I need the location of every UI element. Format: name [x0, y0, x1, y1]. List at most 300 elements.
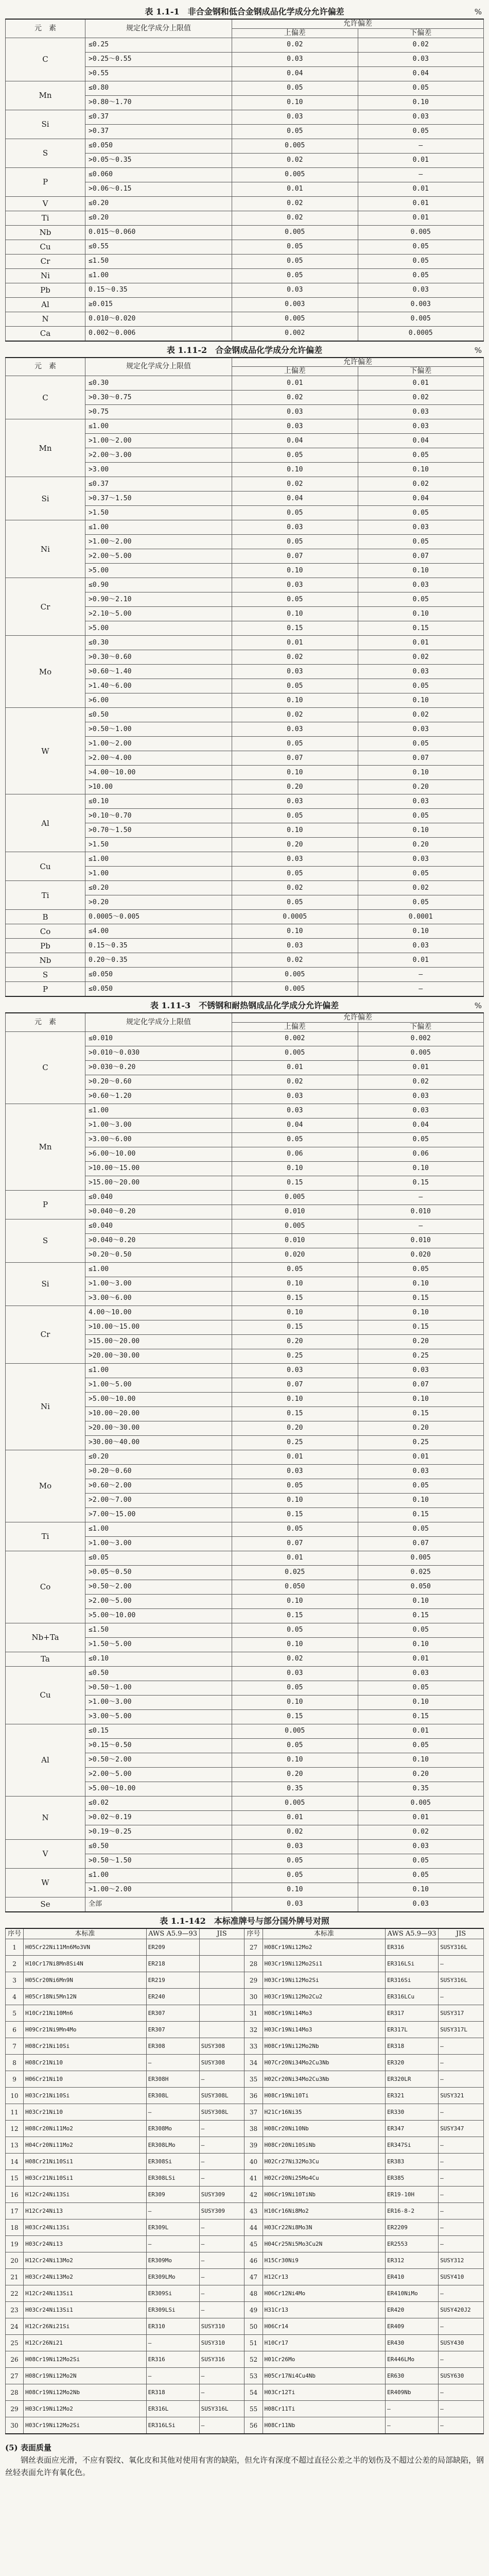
- upper-deviation-cell: 0.10: [232, 1695, 358, 1709]
- element-cell: Al: [6, 794, 85, 852]
- range-cell: >0.30～0.75: [85, 391, 232, 405]
- range-cell: >1.50: [85, 506, 232, 520]
- element-cell: S: [6, 139, 85, 167]
- lower-deviation-cell: 0.03: [358, 1089, 484, 1104]
- upper-deviation-cell: 0.25: [232, 1349, 358, 1363]
- jis-cell: SUSY316L: [439, 1972, 484, 1989]
- jis-cell: —: [439, 2154, 484, 2170]
- grade-cell: H08Cr21Ni10Si: [24, 2038, 147, 2055]
- aws-cell: ER385: [386, 2170, 439, 2187]
- lower-deviation-cell: 0.05: [358, 1854, 484, 1868]
- element-cell: N: [6, 312, 85, 326]
- aws-cell: ER2209: [386, 2219, 439, 2236]
- range-cell: ≤1.00: [85, 852, 232, 867]
- no-cell: 30: [244, 1989, 263, 2005]
- upper-deviation-cell: 0.01: [232, 182, 358, 196]
- jis-cell: SUSY312: [439, 2252, 484, 2269]
- element-cell: Pb: [6, 939, 85, 953]
- grade-cell: H08Cr19Ni10Ti: [263, 2088, 386, 2104]
- range-cell: >2.00～4.00: [85, 751, 232, 766]
- aws-cell: —: [146, 2335, 199, 2351]
- upper-deviation-cell: 0.05: [232, 1681, 358, 1695]
- table-row: [6, 708, 484, 722]
- aws-cell: ER308H: [146, 2071, 199, 2088]
- upper-deviation-cell: 0.10: [232, 1306, 358, 1320]
- range-cell: >1.00～5.00: [85, 1378, 232, 1392]
- table-row: [6, 1939, 484, 1956]
- jis-cell: —: [439, 1956, 484, 1972]
- jis-cell: SUSY308L: [199, 2104, 244, 2121]
- lower-deviation-cell: 0.20: [358, 780, 484, 794]
- upper-deviation-cell: 0.10: [232, 693, 358, 708]
- lower-deviation-cell: 0.05: [358, 737, 484, 751]
- no-cell: 53: [244, 2368, 263, 2384]
- upper-deviation-cell: 0.10: [232, 924, 358, 939]
- lower-deviation-cell: 0.10: [358, 766, 484, 780]
- lower-deviation-cell: 0.10: [358, 1161, 484, 1176]
- upper-deviation-cell: 0.20: [232, 1421, 358, 1435]
- range-cell: >4.00～10.00: [85, 766, 232, 780]
- aws-cell: ER309LMo: [146, 2269, 199, 2285]
- aws-cell: —: [146, 2368, 199, 2384]
- no-cell: 35: [244, 2071, 263, 2088]
- aws-cell: ER240: [146, 1989, 199, 2005]
- upper-deviation-cell: 0.10: [232, 1753, 358, 1767]
- no-cell: 8: [6, 2055, 24, 2071]
- no-cell: 12: [6, 2121, 24, 2137]
- lower-deviation-cell: 0.04: [358, 492, 484, 506]
- range-cell: >2.00～5.00: [85, 1594, 232, 1608]
- range-cell: >7.00～15.00: [85, 1507, 232, 1522]
- jis-cell: SUSY420J2: [439, 2302, 484, 2318]
- upper-deviation-cell: 0.02: [232, 953, 358, 968]
- range-cell: >3.00～6.00: [85, 1291, 232, 1306]
- table-row: [6, 2417, 484, 2434]
- grade-cell: H03Cr21Ni10Si: [24, 2088, 147, 2104]
- table-row: [6, 953, 484, 968]
- table-row: [6, 2005, 484, 2022]
- grade-cell: H12Cr24Ni13Si: [24, 2187, 147, 2203]
- grade-cell: H03Cr12Ti: [263, 2384, 386, 2401]
- range-cell: >1.00: [85, 867, 232, 881]
- upper-deviation-cell: 0.02: [232, 650, 358, 665]
- element-cell: S: [6, 968, 85, 982]
- range-cell: ≤1.00: [85, 520, 232, 535]
- range-cell: ≤0.20: [85, 1450, 232, 1464]
- lower-deviation-cell: —: [358, 1219, 484, 1233]
- lower-deviation-cell: 0.05: [358, 535, 484, 549]
- lower-deviation-cell: 0.15: [358, 1320, 484, 1334]
- section-body: 钢丝表面应光滑，不应有裂纹、氧化皮和其他对使用有害的缺陷，但允许有深度不超过直径公差之半的划伤及不超过公差的局部缺陷，钢丝轻表面允许有氧化色。: [5, 2455, 484, 2478]
- element-cell: Se: [6, 1897, 85, 1912]
- lower-deviation-cell: 0.05: [358, 254, 484, 268]
- upper-deviation-cell: 0.10: [232, 1883, 358, 1897]
- range-cell: >2.10～5.00: [85, 607, 232, 621]
- element-cell: Ta: [6, 1652, 85, 1666]
- grade-cell: H01Cr26Mo: [263, 2351, 386, 2368]
- range-cell: >0.60～1.40: [85, 665, 232, 679]
- table-row: [6, 2137, 484, 2154]
- table-1-unit: %: [474, 7, 482, 16]
- lower-deviation-cell: 0.03: [358, 1363, 484, 1378]
- lower-deviation-cell: 0.005: [358, 1796, 484, 1810]
- aws-cell: ER308LSi: [146, 2170, 199, 2187]
- jis-cell: —: [439, 2203, 484, 2219]
- upper-deviation-cell: 0.02: [232, 708, 358, 722]
- jis-cell: [199, 2022, 244, 2038]
- aws-cell: ER307: [146, 2005, 199, 2022]
- aws-cell: ER309Si: [146, 2285, 199, 2302]
- jis-cell: SUSY410: [439, 2269, 484, 2285]
- table-row: [6, 1219, 484, 1233]
- grade-cell: H05Cr22Ni11Mn6Mo3VN: [24, 1939, 147, 1956]
- upper-deviation-cell: 0.05: [232, 895, 358, 910]
- lower-deviation-cell: 0.01: [358, 196, 484, 211]
- lower-deviation-cell: 0.010: [358, 1205, 484, 1219]
- range-cell: 0.0005～0.005: [85, 910, 232, 924]
- jis-cell: —: [199, 2269, 244, 2285]
- upper-deviation-cell: 0.010: [232, 1233, 358, 1248]
- no-cell: 16: [6, 2187, 24, 2203]
- lower-deviation-cell: 0.05: [358, 1623, 484, 1637]
- element-cell: N: [6, 1796, 85, 1839]
- upper-deviation-cell: 0.05: [232, 240, 358, 254]
- grade-cell: H05Cr18Ni5Mn12N: [24, 1989, 147, 2005]
- jis-cell: —: [199, 2071, 244, 2088]
- no-cell: 46: [244, 2252, 263, 2269]
- table-1-title-text: 表 1.1-1 非合金钢和低合金钢成品化学成分允许偏差: [145, 7, 344, 16]
- range-cell: >0.80～1.70: [85, 95, 232, 110]
- lower-deviation-cell: 0.0001: [358, 910, 484, 924]
- jis-cell: —: [199, 2170, 244, 2187]
- element-cell: Nb: [6, 225, 85, 240]
- lower-deviation-cell: 0.07: [358, 549, 484, 564]
- aws-cell: ER430: [386, 2335, 439, 2351]
- table-row: [6, 2335, 484, 2351]
- upper-deviation-cell: 0.10: [232, 823, 358, 838]
- table-row: [6, 2219, 484, 2236]
- table-row: [6, 268, 484, 283]
- range-cell: 0.20～0.35: [85, 953, 232, 968]
- upper-deviation-cell: 0.03: [232, 1089, 358, 1104]
- aws-cell: ER219: [146, 1972, 199, 1989]
- upper-deviation-cell: 0.02: [232, 153, 358, 167]
- grade-cell: H06Cr14: [263, 2318, 386, 2335]
- column-header-upper: 上偏差: [232, 28, 358, 38]
- lower-deviation-cell: 0.05: [358, 1738, 484, 1753]
- no-cell: 18: [6, 2219, 24, 2236]
- grade-cell: H07Cr20Ni34Mo2Cu3Nb: [263, 2055, 386, 2071]
- jis-cell: —: [439, 2351, 484, 2368]
- table-row: [6, 196, 484, 211]
- grade-cell: H09Cr21Ni9Mn4Mo: [24, 2022, 147, 2038]
- upper-deviation-cell: 0.003: [232, 297, 358, 312]
- jis-cell: —: [439, 2038, 484, 2055]
- lower-deviation-cell: 0.02: [358, 38, 484, 52]
- range-cell: ≤0.10: [85, 1652, 232, 1666]
- aws-cell: ER310: [146, 2318, 199, 2335]
- grade-cell: H08Cr20Ni10SiNb: [263, 2137, 386, 2154]
- lower-deviation-cell: 0.03: [358, 110, 484, 124]
- lower-deviation-cell: —: [358, 982, 484, 997]
- range-cell: >0.030～0.20: [85, 1060, 232, 1075]
- table-row: [6, 2055, 484, 2071]
- range-cell: >0.25～0.55: [85, 52, 232, 66]
- upper-deviation-cell: 0.05: [232, 448, 358, 463]
- no-cell: 45: [244, 2236, 263, 2252]
- grade-cell: H03Cr19Ni12Mo2: [24, 2401, 147, 2417]
- lower-deviation-cell: 0.10: [358, 1277, 484, 1291]
- jis-cell: SUSY308: [199, 2055, 244, 2071]
- upper-deviation-cell: 0.03: [232, 1839, 358, 1854]
- column-header-range: 规定化学成分上限值: [85, 1013, 232, 1031]
- range-cell: >0.20～0.60: [85, 1464, 232, 1479]
- lower-deviation-cell: 0.10: [358, 1883, 484, 1897]
- column-header-jis: JIS: [199, 1928, 244, 1939]
- range-cell: ≤1.00: [85, 1262, 232, 1277]
- lower-deviation-cell: —: [358, 139, 484, 153]
- table-row: [6, 924, 484, 939]
- table-row: [6, 2154, 484, 2170]
- upper-deviation-cell: 0.05: [232, 1132, 358, 1147]
- upper-deviation-cell: 0.07: [232, 751, 358, 766]
- grade-cell: H02Cr20Ni25Mo4Cu: [263, 2170, 386, 2187]
- column-header-lower: 下偏差: [358, 367, 484, 376]
- no-cell: 39: [244, 2137, 263, 2154]
- upper-deviation-cell: 0.10: [232, 1392, 358, 1406]
- aws-cell: ER2553: [386, 2236, 439, 2252]
- column-header-jis: JIS: [439, 1928, 484, 1939]
- no-cell: 34: [244, 2055, 263, 2071]
- grade-cell: H31Cr13: [263, 2302, 386, 2318]
- aws-cell: ER309: [146, 2187, 199, 2203]
- no-cell: 3: [6, 1972, 24, 1989]
- range-cell: ≤1.00: [85, 268, 232, 283]
- table-row: [6, 1262, 484, 1277]
- no-cell: 1: [6, 1939, 24, 1956]
- column-header-element: 元 素: [6, 19, 85, 38]
- table-row: [6, 982, 484, 997]
- range-cell: >20.00～30.00: [85, 1349, 232, 1363]
- aws-cell: ER446LMo: [386, 2351, 439, 2368]
- table-1: [5, 19, 484, 342]
- element-cell: Cr: [6, 578, 85, 636]
- lower-deviation-cell: 0.03: [358, 852, 484, 867]
- no-cell: 27: [244, 1939, 263, 1956]
- range-cell: ≤0.05: [85, 1551, 232, 1565]
- upper-deviation-cell: 0.002: [232, 1031, 358, 1046]
- range-cell: >0.20～0.60: [85, 1075, 232, 1089]
- range-cell: >0.50～1.50: [85, 1854, 232, 1868]
- aws-cell: ER309L: [146, 2219, 199, 2236]
- table-1-title: [5, 6, 484, 18]
- jis-cell: SUSY308: [199, 2038, 244, 2055]
- aws-cell: ER317L: [386, 2022, 439, 2038]
- lower-deviation-cell: 0.01: [358, 1724, 484, 1738]
- table-2-unit: %: [474, 345, 482, 355]
- aws-cell: ER218: [146, 1956, 199, 1972]
- range-cell: >0.040～0.20: [85, 1205, 232, 1219]
- no-cell: 38: [244, 2121, 263, 2137]
- upper-deviation-cell: 0.02: [232, 391, 358, 405]
- jis-cell: —: [439, 2219, 484, 2236]
- upper-deviation-cell: 0.05: [232, 254, 358, 268]
- upper-deviation-cell: 0.10: [232, 607, 358, 621]
- lower-deviation-cell: 0.01: [358, 376, 484, 391]
- range-cell: >2.00～5.00: [85, 1767, 232, 1782]
- lower-deviation-cell: 0.005: [358, 312, 484, 326]
- element-cell: Ca: [6, 326, 85, 341]
- range-cell: ≤0.20: [85, 196, 232, 211]
- jis-cell: —: [439, 2236, 484, 2252]
- element-cell: B: [6, 910, 85, 924]
- aws-cell: —: [386, 2417, 439, 2434]
- upper-deviation-cell: 0.03: [232, 110, 358, 124]
- element-cell: Co: [6, 1551, 85, 1623]
- element-cell: Cr: [6, 1306, 85, 1363]
- range-cell: ≤0.02: [85, 1796, 232, 1810]
- grade-cell: H06Cr12Ni4Mo: [263, 2285, 386, 2302]
- jis-cell: —: [199, 2154, 244, 2170]
- range-cell: >0.50～2.00: [85, 1580, 232, 1594]
- lower-deviation-cell: 0.10: [358, 823, 484, 838]
- table-row: [6, 1306, 484, 1320]
- element-cell: Ni: [6, 520, 85, 578]
- lower-deviation-cell: 0.01: [358, 1450, 484, 1464]
- upper-deviation-cell: 0.01: [232, 1810, 358, 1825]
- table-row: [6, 2121, 484, 2137]
- table-row: [6, 2187, 484, 2203]
- jis-cell: SUSY630: [439, 2368, 484, 2384]
- aws-cell: ER409: [386, 2318, 439, 2335]
- column-header-grade: 本标准: [24, 1928, 147, 1939]
- lower-deviation-cell: 0.10: [358, 924, 484, 939]
- upper-deviation-cell: 0.25: [232, 1435, 358, 1450]
- grade-cell: H08Cr19Ni12Mo2Si: [24, 2351, 147, 2368]
- lower-deviation-cell: 0.02: [358, 391, 484, 405]
- no-cell: 15: [6, 2170, 24, 2187]
- lower-deviation-cell: 0.20: [358, 1334, 484, 1349]
- jis-cell: —: [439, 2401, 484, 2417]
- upper-deviation-cell: 0.15: [232, 1406, 358, 1421]
- lower-deviation-cell: 0.10: [358, 1306, 484, 1320]
- table-row: [6, 1989, 484, 2005]
- grade-cell: H08Cr11Ti: [263, 2401, 386, 2417]
- lower-deviation-cell: 0.02: [358, 650, 484, 665]
- table-row: [6, 636, 484, 650]
- lower-deviation-cell: 0.03: [358, 1104, 484, 1118]
- no-cell: 22: [6, 2285, 24, 2302]
- column-header-aws: AWS A5.9—93: [146, 1928, 199, 1939]
- lower-deviation-cell: 0.02: [358, 881, 484, 895]
- element-cell: V: [6, 1839, 85, 1868]
- table-row: [6, 2401, 484, 2417]
- aws-cell: ER309Mo: [146, 2252, 199, 2269]
- lower-deviation-cell: 0.10: [358, 564, 484, 578]
- column-header-upper: 上偏差: [232, 1022, 358, 1031]
- lower-deviation-cell: 0.07: [358, 1378, 484, 1392]
- upper-deviation-cell: 0.05: [232, 1522, 358, 1536]
- jis-cell: [199, 1939, 244, 1956]
- lower-deviation-cell: 0.002: [358, 1031, 484, 1046]
- range-cell: >0.90～2.10: [85, 592, 232, 607]
- range-cell: >15.00～20.00: [85, 1334, 232, 1349]
- lower-deviation-cell: 0.20: [358, 1767, 484, 1782]
- grade-cell: H08Cr11Nb: [263, 2417, 386, 2434]
- upper-deviation-cell: 0.005: [232, 312, 358, 326]
- aws-cell: ER420: [386, 2302, 439, 2318]
- lower-deviation-cell: 0.03: [358, 1897, 484, 1912]
- table-row: [6, 38, 484, 52]
- upper-deviation-cell: 0.02: [232, 211, 358, 225]
- table-3-unit: %: [474, 1001, 482, 1011]
- grade-cell: H10Cr16Ni8Mo2: [263, 2203, 386, 2219]
- table-row: [6, 2302, 484, 2318]
- lower-deviation-cell: 0.005: [358, 1046, 484, 1060]
- grade-cell: H03Cr24Ni13Mo2: [24, 2269, 147, 2285]
- lower-deviation-cell: 0.03: [358, 419, 484, 434]
- range-cell: >1.00～3.00: [85, 1536, 232, 1551]
- element-cell: Nb+Ta: [6, 1623, 85, 1652]
- lower-deviation-cell: 0.10: [358, 1695, 484, 1709]
- upper-deviation-cell: 0.07: [232, 1536, 358, 1551]
- grade-cell: H02Cr20Ni34Mo2Cu3Nb: [263, 2071, 386, 2088]
- range-cell: >1.00～2.00: [85, 737, 232, 751]
- jis-cell: SUSY309: [199, 2203, 244, 2219]
- table-row: [6, 167, 484, 182]
- element-cell: Ti: [6, 881, 85, 910]
- table-row: [6, 1796, 484, 1810]
- grade-cell: H03Cr24Ni13: [24, 2236, 147, 2252]
- upper-deviation-cell: 0.05: [232, 124, 358, 139]
- element-cell: P: [6, 982, 85, 997]
- grade-cell: H03Cr24Ni13Si1: [24, 2302, 147, 2318]
- lower-deviation-cell: 0.05: [358, 1132, 484, 1147]
- upper-deviation-cell: 0.03: [232, 520, 358, 535]
- lower-deviation-cell: 0.35: [358, 1782, 484, 1796]
- element-cell: V: [6, 196, 85, 211]
- no-cell: 30: [6, 2417, 24, 2434]
- aws-cell: ER320LR: [386, 2071, 439, 2088]
- range-cell: >30.00～40.00: [85, 1435, 232, 1450]
- upper-deviation-cell: 0.10: [232, 1161, 358, 1176]
- table-row: [6, 139, 484, 153]
- range-cell: >0.50～2.00: [85, 1753, 232, 1767]
- lower-deviation-cell: 0.05: [358, 809, 484, 823]
- upper-deviation-cell: 0.03: [232, 794, 358, 809]
- grade-cell: H12Cr13: [263, 2269, 386, 2285]
- grade-cell: H08Cr21Ni10: [24, 2055, 147, 2071]
- grade-cell: H03Cr19Ni12Mo2Cu2: [263, 1989, 386, 2005]
- aws-cell: ER321: [386, 2088, 439, 2104]
- no-cell: 50: [244, 2318, 263, 2335]
- grade-cell: H08Cr19Ni12Mo2Nb: [263, 2038, 386, 2055]
- upper-deviation-cell: 0.04: [232, 1118, 358, 1132]
- grade-cell: H03Cr19Ni12Mo2Si: [263, 1972, 386, 1989]
- upper-deviation-cell: 0.03: [232, 283, 358, 297]
- upper-deviation-cell: 0.05: [232, 506, 358, 520]
- lower-deviation-cell: 0.10: [358, 1753, 484, 1767]
- table-row: [6, 2252, 484, 2269]
- table-row: [6, 297, 484, 312]
- aws-cell: ER347: [386, 2121, 439, 2137]
- grade-cell: H05Cr17Ni4Cu4Nb: [263, 2368, 386, 2384]
- no-cell: 28: [6, 2384, 24, 2401]
- range-cell: ≤1.50: [85, 254, 232, 268]
- range-cell: ≤0.050: [85, 982, 232, 997]
- no-cell: 4: [6, 1989, 24, 2005]
- upper-deviation-cell: 0.07: [232, 1378, 358, 1392]
